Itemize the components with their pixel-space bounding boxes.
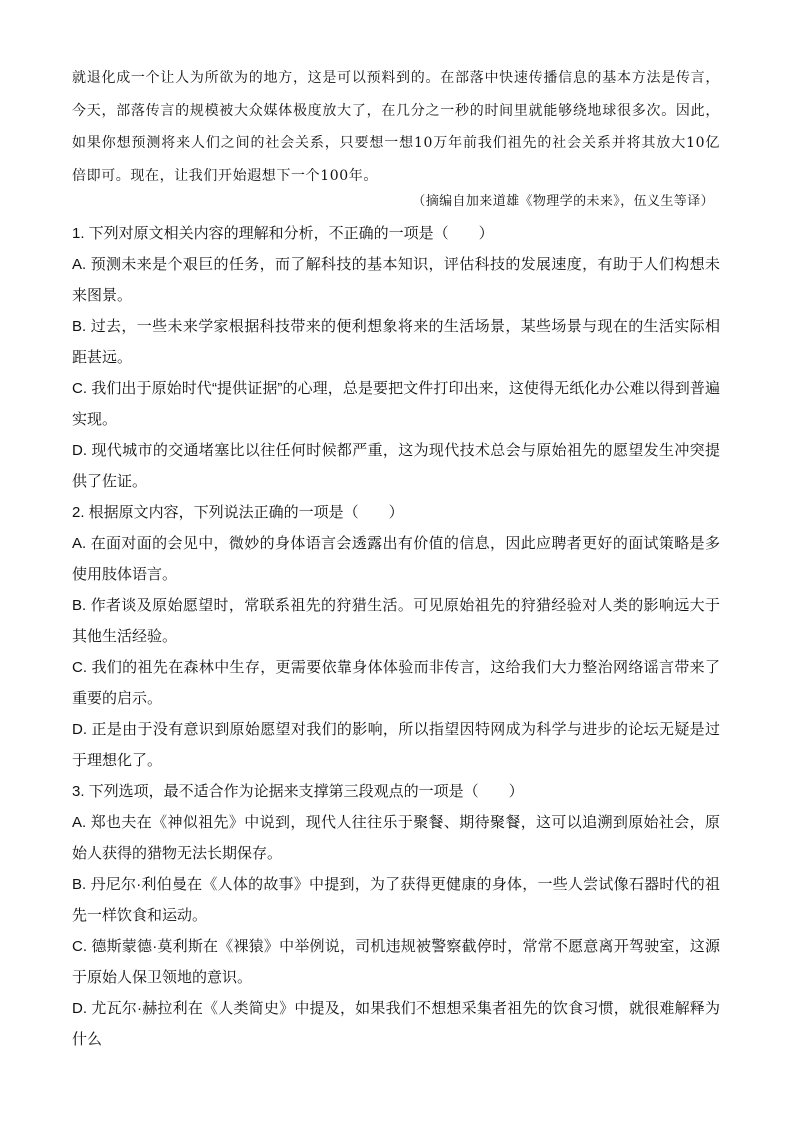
question-3-stem: 3. 下列选项，最不适合作为论据来支撑第三段观点的一项是（ ）	[72, 783, 524, 800]
question-1-option-b: B. 过去，一些未来学家根据科技带来的便利想象将来的生活场景，某些场景与现在的生活实际相距甚远。	[72, 318, 720, 366]
passage-text-block	[72, 62, 720, 192]
question-3-option-c: C. 德斯蒙德·莫利斯在《裸猿》中举例说，司机违规被警察截停时，常常不愿意离开驾驶室，这源于原始人保卫领地的意识。	[72, 938, 720, 986]
question-1	[72, 218, 720, 497]
question-2-option-a: A. 在面对面的会见中，微妙的身体语言会透露出有价值的信息，因此应聘者更好的面试策略是多使用肢体语言。	[72, 535, 720, 583]
question-3	[72, 776, 720, 1055]
question-2	[72, 497, 720, 776]
question-2-stem: 2. 根据原文内容，下列说法正确的一项是（ ）	[72, 504, 404, 521]
questions-section	[72, 218, 720, 1055]
passage-paragraph: 就退化成一个让人为所欲为的地方，这是可以预料到的。在部落中快速传播信息的基本方法是传言，今天，部落传言的规模被大众媒体极度放大了，在几分之一秒的时间里就能够绕地球很多次。因此，如果你想预测将来人们之间的社会关系，只要想一想10万年前我们祖先的社会关系并将其放大10亿倍即可。现在，让我们开始遐想下一个100年。	[72, 70, 720, 184]
question-3-option-b: B. 丹尼尔·利伯曼在《人体的故事》中提到，为了获得更健康的身体，一些人尝试像石器时代的祖先一样饮食和运动。	[72, 876, 720, 924]
question-1-stem: 1. 下列对原文相关内容的理解和分析，不正确的一项是（ ）	[72, 225, 494, 242]
question-2-option-b: B. 作者谈及原始愿望时，常联系祖先的狩猎生活。可见原始祖先的狩猎经验对人类的影响远大于其他生活经验。	[72, 597, 720, 645]
question-2-option-d: D. 正是由于没有意识到原始愿望对我们的影响，所以指望因特网成为科学与进步的论坛无疑是过于理想化了。	[72, 721, 720, 769]
question-1-option-d: D. 现代城市的交通堵塞比以往任何时候都严重，这为现代技术总会与原始祖先的愿望发生冲突提供了佐证。	[72, 442, 720, 490]
question-1-option-c: C. 我们出于原始时代“提供证据”的心理，总是要把文件打印出来，这使得无纸化办公难以得到普遍实现。	[72, 380, 720, 428]
question-1-option-a: A. 预测未来是个艰巨的任务，而了解科技的基本知识，评估科技的发展速度，有助于人们构想未来图景。	[72, 256, 720, 304]
passage-source-citation: （摘编自加来道雄《物理学的未来》，伍义生等译）	[412, 194, 714, 209]
question-3-option-a: A. 郑也夫在《神似祖先》中说到，现代人往往乐于聚餐、期待聚餐，这可以追溯到原始社会，原始人获得的猎物无法长期保存。	[72, 814, 720, 862]
question-2-option-c: C. 我们的祖先在森林中生存，更需要依靠身体体验而非传言，这给我们大力整治网络谣言带来了重要的启示。	[72, 659, 720, 707]
question-3-option-d: D. 尤瓦尔·赫拉利在《人类简史》中提及，如果我们不想想采集者祖先的饮食习惯，就很难解释为什么	[72, 1000, 720, 1048]
